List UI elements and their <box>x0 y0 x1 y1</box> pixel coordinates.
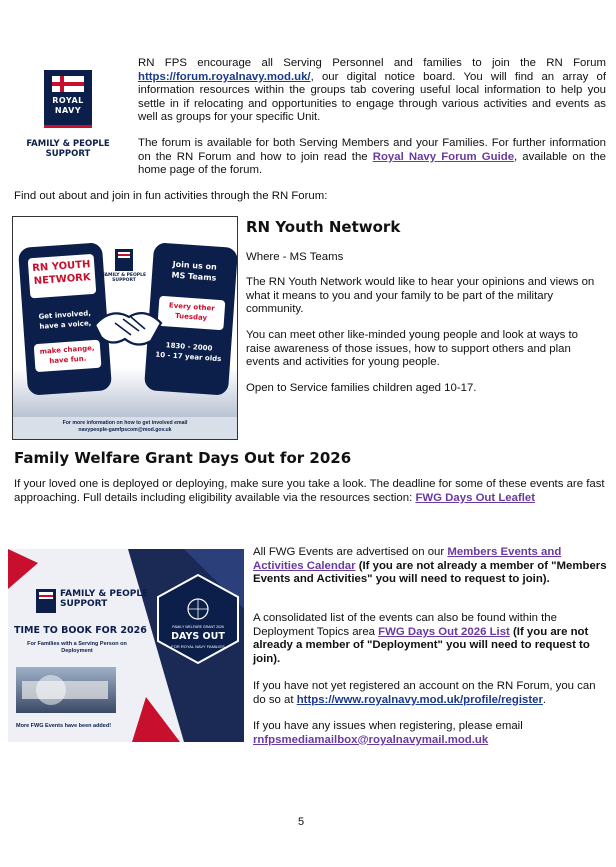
royal-navy-logo <box>44 70 92 128</box>
page-number: 5 <box>298 816 305 828</box>
poster-title-line-2: NETWORK <box>33 272 92 288</box>
youth-paragraph-2: You can meet other like-minded young people and look at ways to raise awareness of those issues, how to support others and plan events and activities for young people. <box>246 329 579 369</box>
hex-sub-text: FOR ROYAL NAVY FAMILIES <box>171 644 225 649</box>
events-paragraph-3: If you have not yet registered an account on the RN Forum, you can do so at https://www.royalnavy.mod.uk/profile/register. <box>253 680 596 706</box>
events-paragraph-4: If you have any issues when registering, please email rnfpsmediamailbox@royalnavymail.mod.uk <box>253 720 523 746</box>
handshake-icon <box>91 301 165 351</box>
youth-network-title: RN Youth Network <box>246 218 401 236</box>
banner-time-to-book: TIME TO BOOK FOR 2026 <box>14 625 147 636</box>
banner-brand: FAMILY & PEOPLE SUPPORT <box>60 589 149 609</box>
email-link[interactable]: rnfpsmediamailbox@royalnavymail.mod.uk <box>253 733 489 746</box>
events-calendar-link[interactable]: Members Events and Activities Calendar <box>253 546 562 572</box>
fwg-title: Family Welfare Grant Days Out for 2026 <box>14 449 352 467</box>
poster-footer-email: navypeople-gamfpscom@mod.gov.uk <box>78 427 172 433</box>
banner-navy-badge-icon <box>36 589 56 613</box>
banner-photo <box>16 667 116 713</box>
find-out-text: Find out about and join in fun activities through the RN Forum: <box>14 190 328 202</box>
days-out-banner <box>8 549 244 742</box>
left-phone-graphic: RN YOUTH NETWORK Get involved, have a voice, make change, have fun. <box>18 242 112 395</box>
youth-where: Where - MS Teams <box>246 251 344 263</box>
banner-subtitle: For Families with a Serving Person on Deployment <box>27 641 127 654</box>
events-paragraph-1: All FWG Events are advertised on our Members Events and Activities Calendar (If you are not already a member of "Members Events and Activities" you will need to request to join). <box>253 546 607 586</box>
forum-link[interactable]: https://forum.royalnavy.mod.uk/ <box>138 70 311 83</box>
fwg-leaflet-link[interactable]: FWG Days Out Leaflet <box>415 491 536 504</box>
poster-badge-caption: FAMILY & PEOPLE SUPPORT <box>101 273 147 283</box>
intro-paragraph-1: RN FPS encourage all Serving Personnel and families to join the RN Forum https://forum.royalnavy.mod.uk/, our digital notice board. You will find an array of information resources within the groups tab covering useful local information to help you settle in if relocating and opportunities to engage through various activities and events as well as groups for your specific Unit. <box>138 57 606 124</box>
youth-paragraph-3: Open to Service families children aged 10-17. <box>246 382 477 394</box>
forum-guide-link[interactable]: Royal Navy Forum Guide <box>372 150 515 163</box>
youth-paragraph-1: The RN Youth Network would like to hear your opinions and views on what it means to you and your family to be part of the military community. <box>246 276 595 316</box>
hex-small-text: FAMILY WELFARE GRANT 2026 <box>172 625 224 629</box>
logo-text-navy: NAVY <box>54 106 82 115</box>
poster-footer-line-1: For more information on how to get involved email <box>62 420 188 426</box>
fwg-paragraph: If your loved one is deployed or deploying, make sure you take a look. The deadline for some of these events are fast approaching. Full details including eligibility available via the resources section: FWG Days Out Leaflet <box>14 478 605 504</box>
youth-network-poster <box>12 216 238 440</box>
fwg-list-link[interactable]: FWG Days Out 2026 List <box>378 625 510 638</box>
right-phone-graphic: Join us on MS Teams Every other Tuesday 1830 - 2000 10 - 17 year olds <box>144 242 238 395</box>
register-link[interactable]: https://www.royalnavy.mod.uk/profile/register <box>296 693 543 706</box>
hex-days-out: DAYS OUT <box>171 631 225 642</box>
fps-caption: FAMILY & PEOPLE SUPPORT <box>26 139 110 159</box>
poster-title-line-1: RN YOUTH <box>31 259 91 275</box>
banner-more-events: More FWG Events have been added! <box>16 723 112 729</box>
navy-badge-icon <box>115 249 133 271</box>
logo-text-royal: ROYAL <box>52 96 84 105</box>
events-paragraph-2: A consolidated list of the events can also be found within the Deployment Topics area FWG Days Out 2026 List (If you are not already a member of "Deployment" you will need to request to join). <box>253 612 590 665</box>
intro-paragraph-2: The forum is available for both Serving Members and your Families. For further information on the RN Forum and how to join read the Royal Navy Forum Guide, available on the home page of the forum. <box>138 137 606 177</box>
ensign-flag-icon <box>52 76 84 92</box>
